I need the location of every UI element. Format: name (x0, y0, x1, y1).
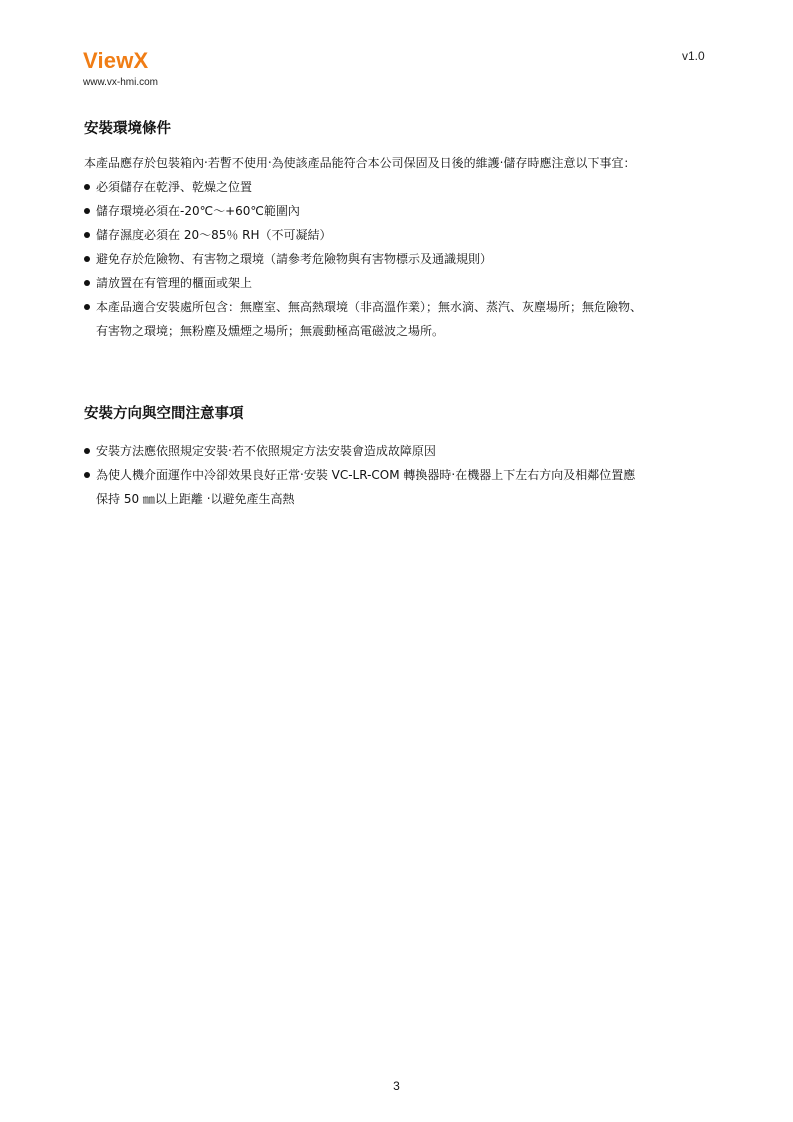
list-item: 為使人機介面運作中冷卻效果良好正常‧安裝 VC-LR-COM 轉換器時‧在機器上下左右方向及相鄰位置應 保持 50 ㎜以上距離 ‧以避免產生高熱 (84, 467, 724, 507)
list-item: 本產品適合安裝處所包含：無塵室、無高熱環境（非高溫作業）；無水滴、蒸汽、灰塵場所；無危險物、 有害物之環境；無粉塵及燻煙之場所；無震動極高電磁波之場所。 (84, 299, 724, 339)
list-item-continuation: 有害物之環境；無粉塵及燻煙之場所；無震動極高電磁波之場所。 (96, 324, 445, 338)
section-title-installation-direction: 安裝方向與空間注意事項 (84, 406, 244, 422)
bullet-icon (84, 232, 90, 238)
website-url: www.vx-hmi.com (83, 77, 159, 88)
bullet-icon (84, 304, 90, 310)
list-item: 儲存濕度必須在 20～85％ RH（不可凝結） (84, 227, 724, 243)
bullet-icon (84, 256, 90, 262)
document-version: v1.0 (682, 49, 705, 63)
direction-bullet-list (84, 443, 724, 515)
bullet-icon (84, 448, 90, 454)
bullet-icon (84, 280, 90, 286)
list-item-continuation: 保持 50 ㎜以上距離 ‧以避免產生高熱 (96, 492, 295, 506)
list-item: 避免存於危險物、有害物之環境（請參考危險物與有害物標示及通識規則） (84, 251, 724, 267)
environment-bullet-list (84, 179, 724, 347)
bullet-icon (84, 208, 90, 214)
list-item: 儲存環境必須在-20℃～+60℃範圍內 (84, 203, 724, 219)
list-item: 請放置在有管理的櫃面或架上 (84, 275, 724, 291)
section-intro: 本產品應存於包裝箱內‧若暫不使用‧為使該產品能符合本公司保固及日後的維護‧儲存時應注意以下事宜： (84, 156, 636, 170)
brand-logo: ViewX (83, 48, 149, 73)
bullet-icon (84, 472, 90, 478)
bullet-icon (84, 184, 90, 190)
list-item: 安裝方法應依照規定安裝‧若不依照規定方法安裝會造成故障原因 (84, 443, 724, 459)
page-number: 3 (393, 1079, 400, 1093)
section-title-installation-environment: 安裝環境條件 (84, 121, 171, 137)
list-item: 必須儲存在乾淨、乾燥之位置 (84, 179, 724, 195)
